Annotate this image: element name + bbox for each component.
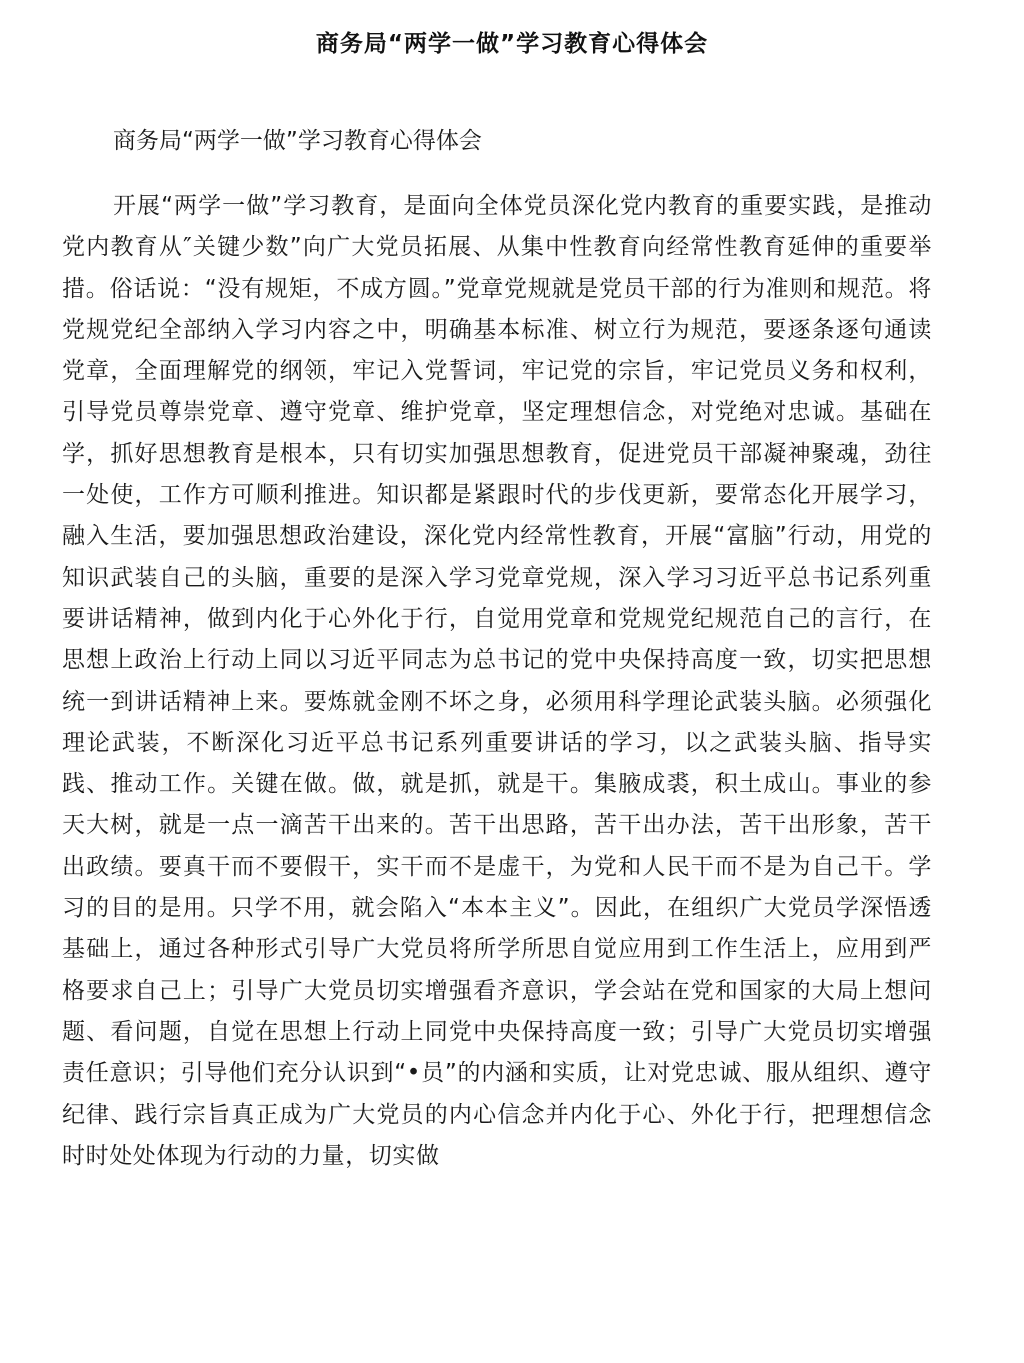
document-subtitle: 商务局“两学一做”学习教育心得体会 — [113, 128, 482, 154]
body-paragraph: 开展“两学一做”学习教育，是面向全体党员深化党内教育的重要实践，是推动党内教育从″关键少数”向广大党员拓展、从集中性教育向经常性教育延伸的重要举措。俗话说：“没有规矩，不成方圆。”党章党规就是党员干部的行为准则和规范。将党规党纪全部纳入学习内容之中，明确基本标准、树立行为规范，要逐条逐句通读党章，全面理解党的纲领，牢记入党誓词，牢记党的宗旨，牢记党员义务和权利，引导党员尊崇党章、遵守党章、维护党章，坚定理想信念，对党绝对忠诚。基础在学，抓好思想教育是根本，只有切实加强思想教育，促进党员干部凝神聚魂，劲往一处使，工作方可顺利推进。知识都是紧跟时代的步伐更新，要常态化开展学习，融入生活，要加强思想政治建设，深化党内经常性教育，开展“富脑”行动，用党的知识武装自己的头脑，重要的是深入学习党章党规，深入学习习近平总书记系列重要讲话精神，做到内化于心外化于行，自觉用党章和党规党纪规范自己的言行，在思想上政治上行动上同以习近平同志为总书记的党中央保持高度一致，切实把思想统一到讲话精神上来。要炼就金刚不坏之身，必须用科学理论武装头脑。必须强化理论武装，不断深化习近平总书记系列重要讲话的学习，以之武装头脑、指导实践、推动工作。关键在做。做，就是抓，就是干。集腋成裘，积土成山。事业的参天大树，就是一点一滴苦干出来的。苦干出思路，苦干出办法，苦干出形象，苦干出政绩。要真干而不要假干，实干而不是虚干，为党和人民干而不是为自己干。学习的目的是用。只学不用，就会陷入“本本主义”。因此，在组织广大党员学深悟透基础上，通过各种形式引导广大党员将所学所思自觉应用到工作生活上，应用到严格要求自己上；引导广大党员切实增强看齐意识，学会站在党和国家的大局上想问题、看问题，自觉在思想上行动上同党中央保持高度一致；引导广大党员切实增强责任意识；引导他们充分认识到“•员”的内涵和实质，让对党忠诚、服从组织、遵守纪律、践行宗旨真正成为广大党员的内心信念并内化于心、外化于行，把理想信念时时处处体现为行动的力量，切实做 — [62, 193, 932, 1169]
document-title: 商务局“两学一做”学习教育心得体会 — [315, 31, 709, 57]
